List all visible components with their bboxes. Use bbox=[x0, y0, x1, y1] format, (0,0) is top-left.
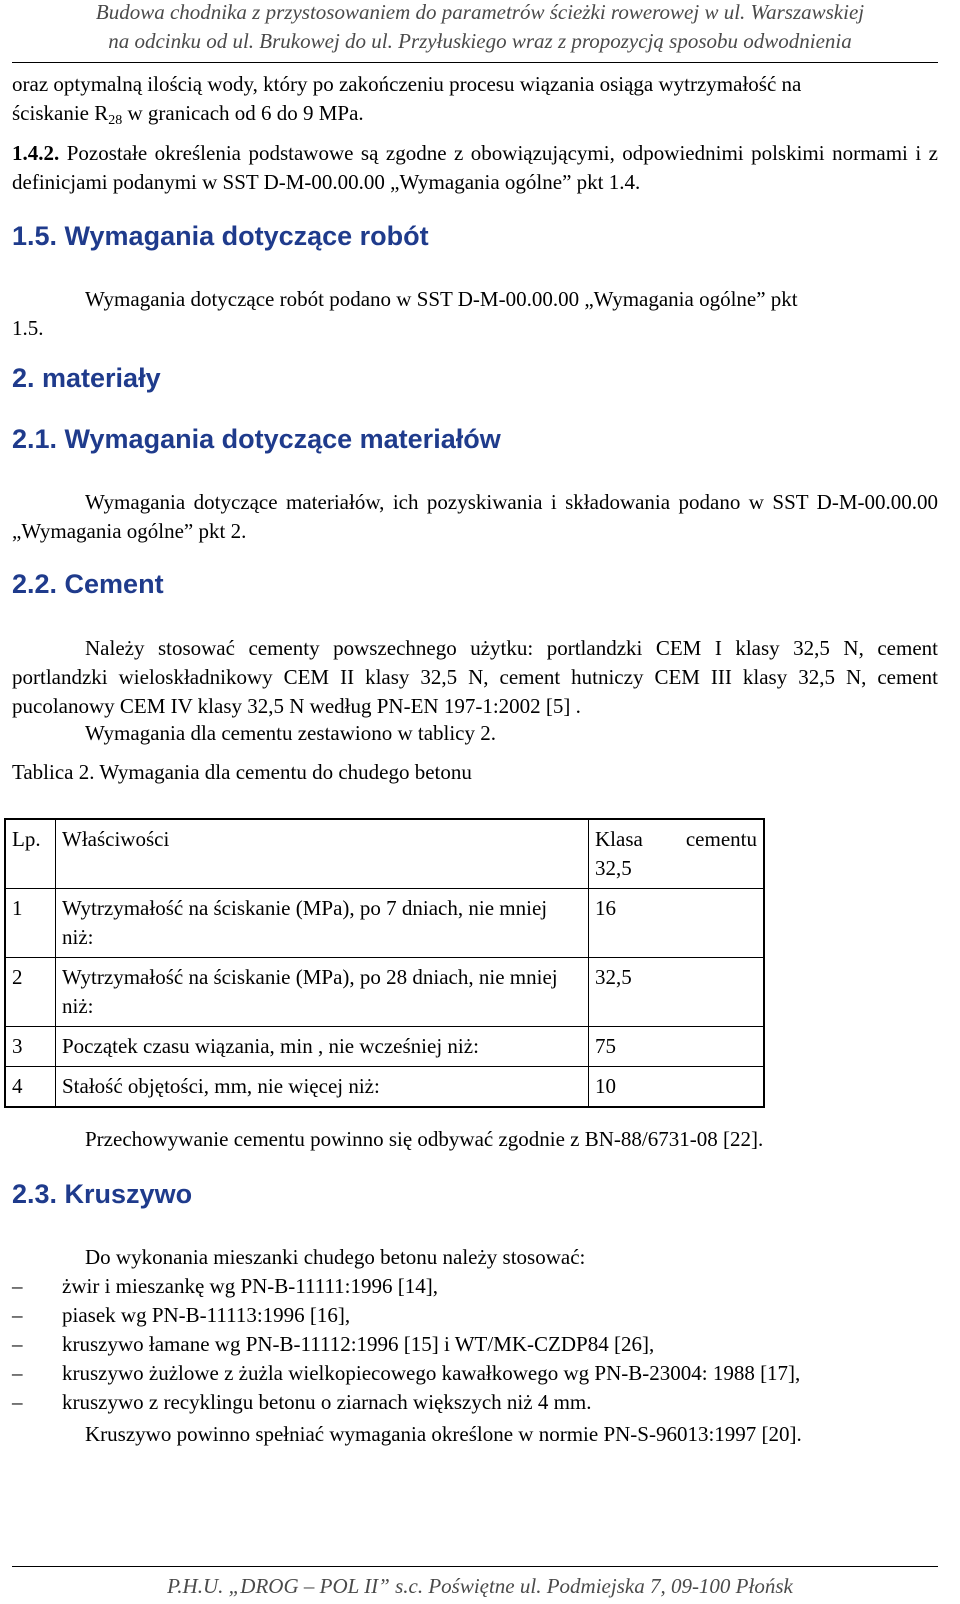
intro-line-1: oraz optymalną ilością wody, który po zakończeniu procesu wiązania osiąga wytrzymałość na bbox=[12, 72, 802, 96]
list-item-text: kruszywo z recyklingu betonu o ziarnach większych niż 4 mm. bbox=[62, 1390, 592, 1414]
table-caption: Tablica 2. Wymagania dla cementu do chudego betonu bbox=[12, 760, 472, 784]
table-row bbox=[5, 889, 764, 958]
list-item bbox=[12, 1359, 938, 1388]
footer-rule bbox=[12, 1566, 938, 1567]
header-line-2: na odcinku od ul. Brukowej do ul. Przyłuskiego wraz z propozycją sposobu odwodnienia bbox=[108, 29, 852, 53]
dash-bullet: – bbox=[12, 1390, 23, 1414]
header-class-word: Klasa bbox=[595, 827, 643, 851]
row-property: Wytrzymałość na ściskanie (MPa), po 28 dniach, nie mniej niż: bbox=[56, 958, 589, 1027]
intro-line-2 bbox=[12, 99, 938, 128]
row-value: 16 bbox=[589, 889, 765, 958]
section-heading-2-1: 2.1. Wymagania dotyczące materiałów bbox=[12, 424, 501, 454]
section-heading-2-2: 2.2. Cement bbox=[12, 569, 164, 599]
list-item bbox=[12, 1330, 938, 1359]
intro-text: ściskanie R bbox=[12, 101, 109, 125]
section-2-2-table-ref: Wymagania dla cementu zestawiono w tablicy 2. bbox=[85, 721, 497, 745]
table-row bbox=[5, 958, 764, 1027]
aggregate-intro: Do wykonania mieszanki chudego betonu należy stosować: bbox=[85, 1245, 586, 1269]
header-class bbox=[589, 819, 765, 889]
header-class-value: 32,5 bbox=[595, 856, 632, 880]
list-item bbox=[12, 1272, 938, 1301]
list-item-text: kruszywo łamane wg PN-B-11112:1996 [15] i WT/MK-CZDP84 [26], bbox=[62, 1332, 655, 1356]
page-footer: P.H.U. „DROG – POL II” s.c. Poświętne ul. Podmiejska 7, 09-100 Płońsk bbox=[167, 1574, 793, 1598]
aggregate-closing: Kruszywo powinno spełniać wymagania określone w normie PN-S-96013:1997 [20]. bbox=[85, 1422, 802, 1446]
row-lp: 1 bbox=[5, 889, 56, 958]
list-item bbox=[12, 1388, 938, 1417]
dash-bullet: – bbox=[12, 1361, 23, 1385]
row-value: 32,5 bbox=[589, 958, 765, 1027]
section-heading-2-3: 2.3. Kruszywo bbox=[12, 1179, 193, 1209]
header-cement-word: cementu bbox=[685, 827, 757, 851]
cement-storage-text: Przechowywanie cementu powinno się odbywać zgodnie z BN-88/6731-08 [22]. bbox=[85, 1127, 764, 1151]
cement-requirements-table bbox=[4, 818, 765, 1108]
intro-paragraph bbox=[12, 70, 938, 128]
list-item-text: piasek wg PN-B-11113:1996 [16], bbox=[62, 1303, 351, 1327]
list-item bbox=[12, 1301, 938, 1330]
row-value: 10 bbox=[589, 1067, 765, 1108]
header-properties: Właściwości bbox=[56, 819, 589, 889]
section-2-1-text: Wymagania dotyczące materiałów, ich pozyskiwania i składowania podano w SST D-M-00.00.00 „Wymagania ogólne” pkt 2. bbox=[12, 490, 938, 543]
aggregate-list bbox=[12, 1272, 938, 1417]
row-value: 75 bbox=[589, 1027, 765, 1067]
list-item-text: kruszywo żużlowe z żużla wielkopiecowego kawałkowego wg PN-B-23004: 1988 [17], bbox=[62, 1361, 801, 1385]
header-lp: Lp. bbox=[5, 819, 56, 889]
table-row bbox=[5, 1067, 764, 1108]
table-row bbox=[5, 1027, 764, 1067]
dash-bullet: – bbox=[12, 1303, 23, 1327]
row-property: Wytrzymałość na ściskanie (MPa), po 7 dniach, nie mniej niż: bbox=[56, 889, 589, 958]
dash-bullet: – bbox=[12, 1274, 23, 1298]
section-2-2-text: Należy stosować cementy powszechnego użytku: portlandzki CEM I klasy 32,5 N, cement portlandzki wieloskładnikowy CEM II klasy 32,5 N, cement hutniczy CEM III klasy 32,5 N, cement pucolanowy CEM IV klasy 32,5 N według PN-EN 197-1:2002 [5] . bbox=[12, 636, 938, 718]
row-lp: 4 bbox=[5, 1067, 56, 1108]
paragraph-1-4-2 bbox=[12, 139, 938, 197]
row-lp: 3 bbox=[5, 1027, 56, 1067]
chapter-heading-2: 2. materiały bbox=[12, 363, 161, 393]
intro-text-tail: w granicach od 6 do 9 MPa. bbox=[122, 101, 364, 125]
row-lp: 2 bbox=[5, 958, 56, 1027]
list-item-text: żwir i mieszankę wg PN-B-11111:1996 [14], bbox=[62, 1274, 438, 1298]
section-1-5-text: Wymagania dotyczące robót podano w SST D-M-00.00.00 „Wymagania ogólne” pkt bbox=[85, 287, 798, 311]
paragraph-text: Pozostałe określenia podstawowe są zgodne z obowiązującymi, odpowiednimi polskimi normami i z definicjami podanymi w SST D-M-00.00.00 „Wymagania ogólne” pkt 1.4. bbox=[12, 141, 938, 194]
section-heading-1-5: 1.5. Wymagania dotyczące robót bbox=[12, 221, 429, 251]
dash-bullet: – bbox=[12, 1332, 23, 1356]
row-property: Początek czasu wiązania, min , nie wcześniej niż: bbox=[56, 1027, 589, 1067]
table-header-row bbox=[5, 819, 764, 889]
header-rule bbox=[12, 62, 938, 63]
page-header bbox=[0, 0, 960, 56]
section-1-5-tail: 1.5. bbox=[12, 316, 44, 340]
header-line-1: Budowa chodnika z przystosowaniem do parametrów ścieżki rowerowej w ul. Warszawskiej bbox=[95, 0, 865, 24]
subscript: 28 bbox=[108, 113, 123, 128]
paragraph-number: 1.4.2. bbox=[12, 141, 60, 165]
row-property: Stałość objętości, mm, nie więcej niż: bbox=[56, 1067, 589, 1108]
